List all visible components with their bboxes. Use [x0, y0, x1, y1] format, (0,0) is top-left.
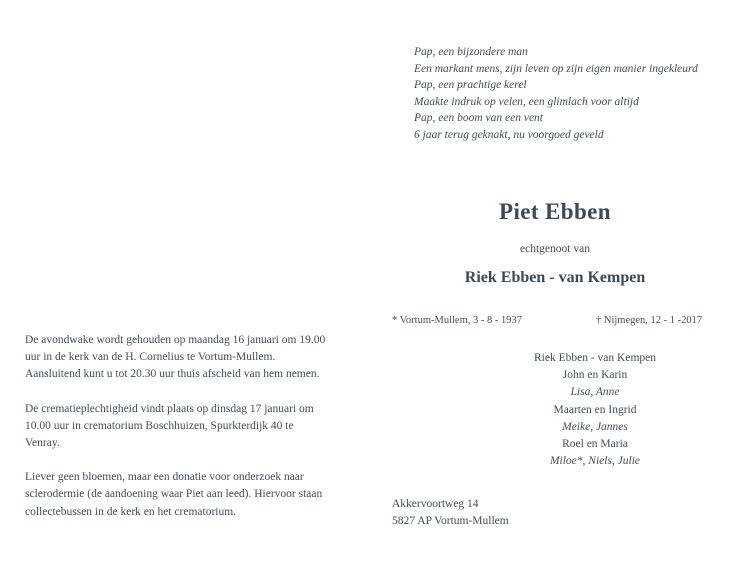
service-paragraph: Liever geen bloemen, maar een donatie voor onderzoek naar sclerodermie (de aandoening waar Piet aan leed). Hiervoor staan collectebussen in de kerk en het crematorium. [25, 471, 323, 518]
address-street: Akkervoortweg 14 [392, 498, 479, 510]
family-line: Riek Ebben - van Kempen [534, 352, 656, 364]
service-details [25, 332, 330, 521]
family-line: Lisa, Anne [570, 386, 620, 399]
family-line: Miloe*, Niels, Julie [549, 455, 641, 468]
poem-line: Een markant mens, zijn leven op zijn eigen manier ingekleurd [414, 62, 698, 75]
family-list [470, 350, 720, 470]
deceased-name: Piet Ebben [499, 199, 611, 224]
death-date: † Nijmegen, 12 - 1 -2017 [596, 315, 703, 326]
address-city: 5827 AP Vortum-Mullem [392, 515, 509, 527]
poem-line: Pap, een prachtige kerel [414, 79, 527, 91]
spouse-name: Riek Ebben - van Kempen [464, 269, 646, 286]
address-block [392, 496, 509, 530]
family-line: Meike, Jannes [562, 420, 628, 433]
poem-line: Maakte indruk op velen, een glimlach voor altijd [414, 95, 639, 108]
service-paragraph: De avondwake wordt gehouden op maandag 16 januari om 19.00 uur in de kerk van de H. Cornelius te Vortum-Mullem. Aansluitend kunt u tot 20.30 uur thuis afscheid van hem nemen. [25, 334, 326, 381]
service-paragraph: De crematieplechtigheid vindt plaats op dinsdag 17 januari om 10.00 uur in crematorium Boschhuizen, Spurkterdijk 40 te Venray. [25, 402, 314, 450]
poem-line: Pap, een boom van een vent [414, 112, 544, 124]
poem-block [414, 44, 734, 143]
family-line: Roel en Maria [562, 438, 628, 451]
name-block [390, 198, 720, 288]
family-line: John en Karin [562, 369, 628, 382]
spouse-label: echtgenoot van [520, 243, 590, 255]
poem-line: 6 jaar terug geknakt, nu voorgoed geveld [414, 128, 604, 141]
birth-date: * Vortum-Mullem, 3 - 8 - 1937 [392, 315, 522, 326]
poem-line: Pap, een bijzondere man [414, 46, 528, 58]
family-line: Maarten en Ingrid [553, 403, 637, 416]
